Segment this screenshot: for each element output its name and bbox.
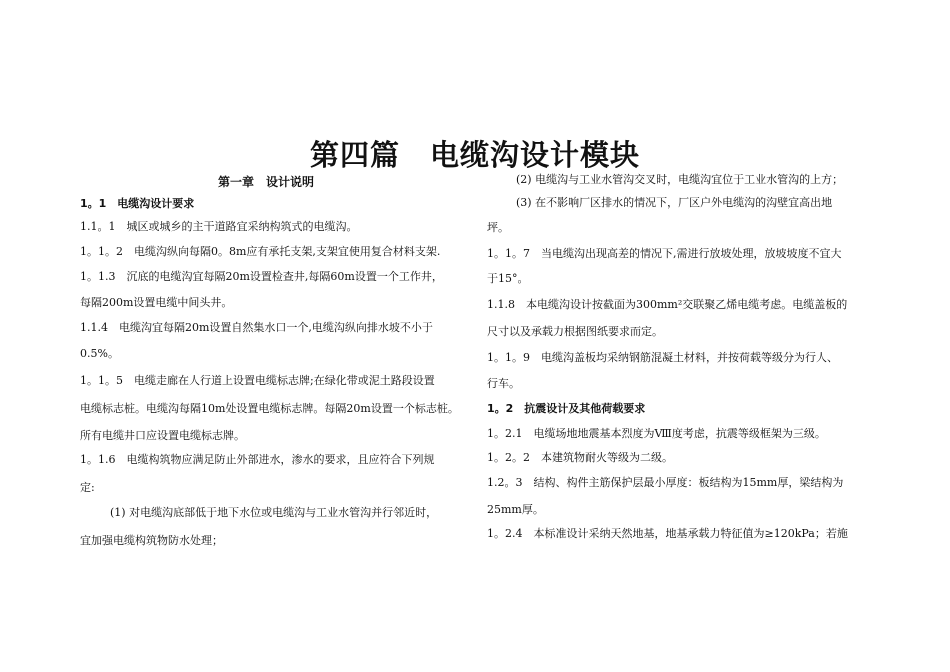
section-heading: 1。1 电缆沟设计要求 xyxy=(80,197,195,210)
paragraph-line: 1.2。3 结构、构件主筋保护层最小厚度：板结构为15mm厚，梁结构为 xyxy=(487,476,844,489)
paragraph-line: 1.1。1 城区或城乡的主干道路宜采纳构筑式的电缆沟。 xyxy=(80,220,358,233)
chapter-heading: 第一章 设计说明 xyxy=(218,175,315,189)
paragraph-line: 0.5%。 xyxy=(80,347,119,360)
paragraph-line: (2) 电缆沟与工业水管沟交叉时，电缆沟宜位于工业水管沟的上方； xyxy=(516,173,844,186)
paragraph-line: 定: xyxy=(80,481,95,494)
paragraph-line: (3) 在不影响厂区排水的情况下，厂区户外电缆沟的沟壁宜高出地 xyxy=(516,196,833,209)
paragraph-line: 1.1.4 电缆沟宜每隔20m设置自然集水口一个,电缆沟纵向排水坡不小于 xyxy=(80,321,433,334)
paragraph-line: 行车。 xyxy=(487,377,520,390)
paragraph-line: 所有电缆井口应设置电缆标志牌。 xyxy=(80,429,245,442)
section-heading: 1。2 抗震设计及其他荷载要求 xyxy=(487,402,646,415)
paragraph-line: 1。2.1 电缆场地地震基本烈度为Ⅷ度考虑，抗震等级框架为三级。 xyxy=(487,427,826,440)
paragraph-line: 1。1。9 电缆沟盖板均采纳钢筋混凝土材料，并按荷载等级分为行人、 xyxy=(487,351,838,364)
paragraph-line: 1。1.6 电缆构筑物应满足防止外部进水，渗水的要求，且应符合下列规 xyxy=(80,453,435,466)
page-title: 第四篇 电缆沟设计模块 xyxy=(309,138,640,172)
paragraph-line: 1。1。5 电缆走廊在人行道上设置电缆标志牌;在绿化带或泥土路段设置 xyxy=(80,374,435,387)
paragraph-line: 1。1。7 当电缆沟出现高差的情况下,需进行放坡处理，放坡坡度不宜大 xyxy=(487,247,842,260)
paragraph-line: 1。2.4 本标准设计采纳天然地基，地基承载力特征值为≥120kPa；若施 xyxy=(487,527,848,540)
paragraph-line: 每隔200m设置电缆中间头井。 xyxy=(80,296,233,309)
paragraph-line: 坪。 xyxy=(487,221,509,234)
paragraph-line: 电缆标志桩。电缆沟每隔10m处设置电缆标志牌。每隔20m设置一个标志桩。 xyxy=(80,402,459,415)
paragraph-line: 1.1.8 本电缆沟设计按截面为300mm²交联聚乙烯电缆考虑。电缆盖板的 xyxy=(487,298,848,311)
paragraph-line: (1) 对电缆沟底部低于地下水位或电缆沟与工业水管沟并行邻近时， xyxy=(110,506,438,519)
paragraph-line: 1。1。2 电缆沟纵向每隔0。8m应有承托支架,支架宜使用复合材料支架. xyxy=(80,245,441,258)
paragraph-line: 尺寸以及承载力根据图纸要求而定。 xyxy=(487,325,663,338)
paragraph-line: 于15°。 xyxy=(487,272,529,285)
paragraph-line: 宜加强电缆构筑物防水处理； xyxy=(80,534,223,547)
paragraph-line: 1。2。2 本建筑物耐火等级为二级。 xyxy=(487,451,673,464)
paragraph-line: 1。1.3 沉底的电缆沟宜每隔20m设置检查井,每隔60m设置一个工作井， xyxy=(80,270,443,283)
paragraph-line: 25mm厚。 xyxy=(487,503,544,516)
